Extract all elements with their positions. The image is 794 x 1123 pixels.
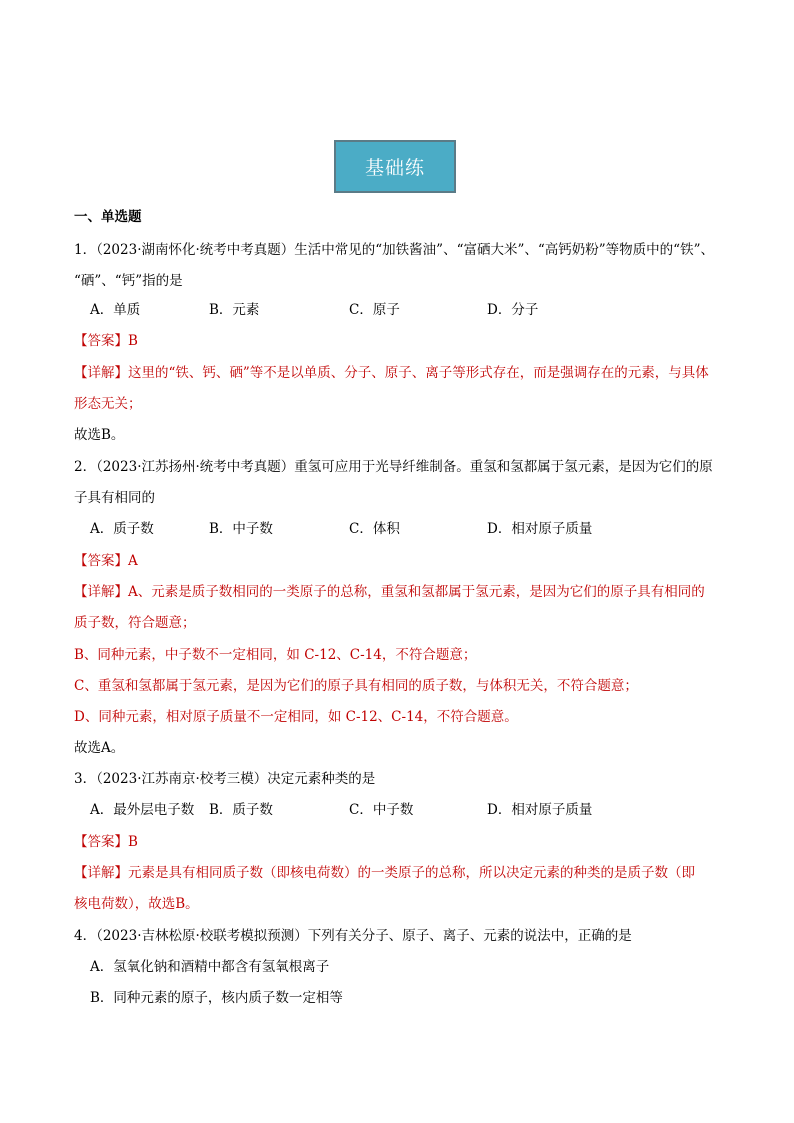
q3-option-b: B．质子数 (209, 802, 273, 818)
q3-option-d: D．相对原子质量 (487, 802, 593, 818)
q1-conclusion: 故选B。 (74, 427, 125, 443)
q1-stem-line-1: 1．（2023·湖南怀化·统考中考真题）生活中常见的“加铁酱油”、“富硒大米”、“高钙奶粉”等物质中的“铁”、 (74, 242, 714, 258)
q2-detail-line-4: C、重氢和氢都属于氢元素，是因为它们的原子具有相同的质子数，与体积无关，不符合题意； (74, 678, 638, 694)
q1-option-a: A．单质 (90, 302, 141, 318)
q2-detail-line-1: 【详解】A、元素是质子数相同的一类原子的总称，重氢和氢都属于氢元素，是因为它们的原子具有相同的 (74, 584, 705, 600)
q2-detail-line-2: 质子数，符合题意； (74, 615, 196, 631)
q1-stem-line-2: “硒”、“钙”指的是 (74, 273, 183, 289)
q2-detail-line-3: B、同种元素，中子数不一定相同，如 C-12、C-14，不符合题意； (74, 647, 477, 663)
q1-detail-line-2: 形态无关； (74, 396, 142, 412)
q2-option-a: A．质子数 (90, 521, 154, 537)
q3-answer: 【答案】B (74, 834, 138, 850)
q1-answer: 【答案】B (74, 333, 138, 349)
q1-detail-line-1: 【详解】这里的“铁、钙、硒”等不是以单质、分子、原子、离子等形式存在，而是强调存在的元素，与具体 (74, 365, 709, 381)
q2-option-b: B．中子数 (209, 521, 273, 537)
q3-detail-line-1: 【详解】元素是具有相同质子数（即核电荷数）的一类原子的总称，所以决定元素的种类的是质子数（即 (74, 865, 695, 881)
q2-answer: 【答案】A (74, 553, 138, 569)
q1-option-b: B．元素 (209, 302, 260, 318)
section-heading: 一、单选题 (74, 209, 142, 225)
q2-conclusion: 故选A。 (74, 740, 125, 756)
q3-detail-line-2: 核电荷数），故选B。 (74, 896, 199, 912)
q2-stem-line-2: 子具有相同的 (74, 490, 155, 506)
q1-option-c: C．原子 (349, 302, 400, 318)
q2-option-d: D．相对原子质量 (487, 521, 593, 537)
q2-detail-line-5: D、同种元素，相对原子质量不一定相同，如 C-12、C-14，不符合题意。 (74, 709, 518, 725)
q3-stem-line-1: 3．（2023·江苏南京·校考三模）决定元素种类的是 (74, 771, 376, 787)
q2-option-c: C．体积 (349, 521, 400, 537)
q3-option-c: C．中子数 (349, 802, 414, 818)
q4-option-b: B．同种元素的原子，核内质子数一定相等 (90, 990, 343, 1006)
q4-stem-line-1: 4．（2023·吉林松原·校联考模拟预测）下列有关分子、原子、离子、元素的说法中，正确的是 (74, 928, 632, 944)
section-banner: 基础练 (334, 140, 456, 193)
q1-option-d: D．分子 (487, 302, 539, 318)
q2-stem-line-1: 2．（2023·江苏扬州·统考中考真题）重氢可应用于光导纤维制备。重氢和氢都属于氢元素，是因为它们的原 (74, 459, 713, 475)
q3-option-a: A．最外层电子数 (90, 802, 195, 818)
q4-option-a: A．氢氧化钠和酒精中都含有氢氧根离子 (90, 959, 330, 975)
